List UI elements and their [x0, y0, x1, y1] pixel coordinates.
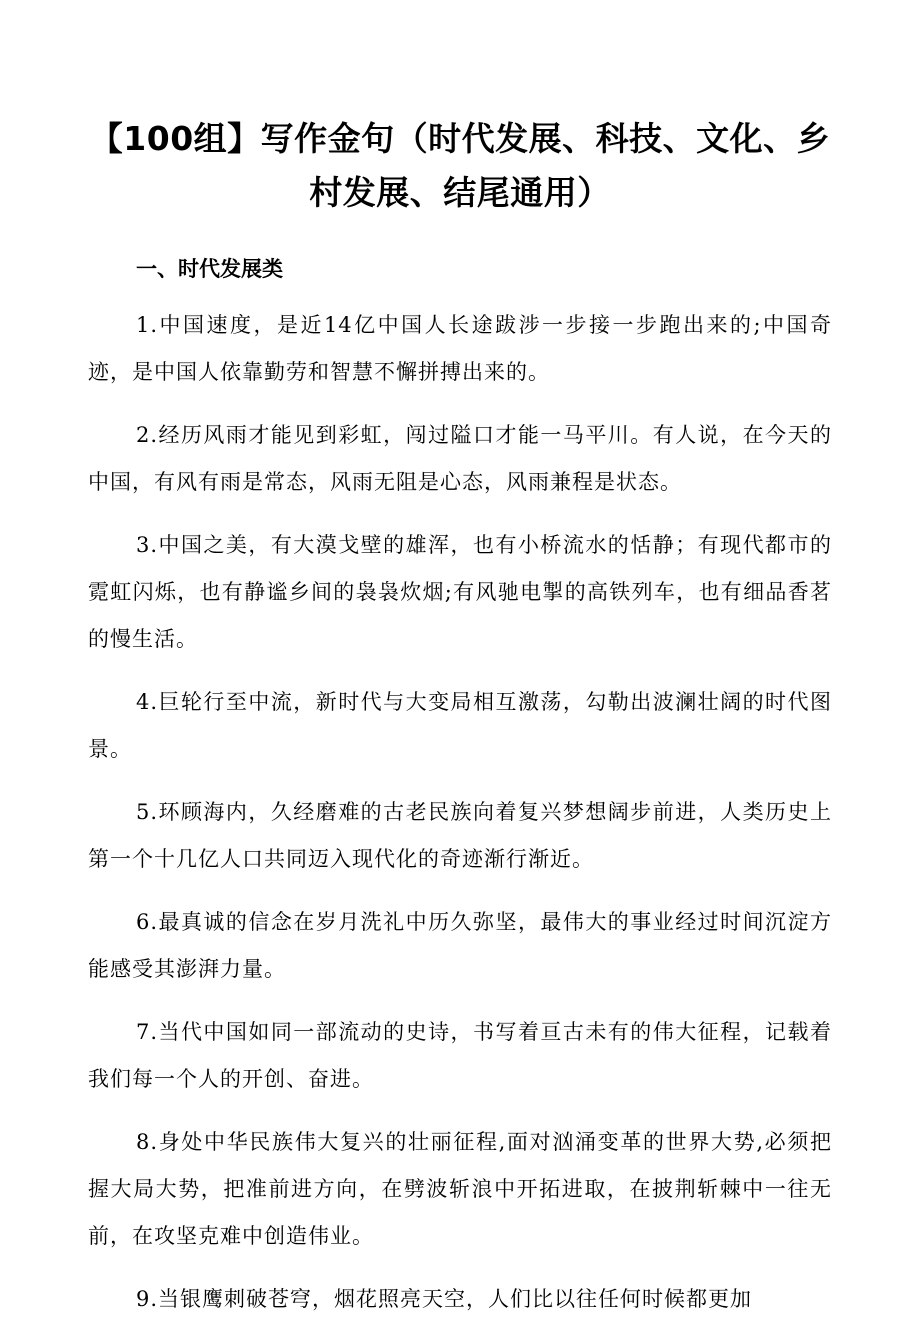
- section-heading: 一、时代发展类: [136, 257, 283, 281]
- paragraph-1: 1.中国速度，是近14亿中国人长途跋涉一步接一步跑出来的;中国奇迹，是中国人依靠勤劳和智慧不懈拼搏出来的。: [88, 313, 832, 384]
- paragraph-7: 7.当代中国如同一部流动的史诗，书写着亘古未有的伟大征程，记载着我们每一个人的开创、奋进。: [88, 1020, 832, 1091]
- paragraph-2: 2.经历风雨才能见到彩虹，闯过隘口才能一马平川。有人说，在今天的中国，有风有雨是常态，风雨无阻是心态，风雨兼程是状态。: [88, 423, 832, 494]
- paragraph-3: 3.中国之美，有大漠戈壁的雄浑，也有小桥流水的恬静；有现代都市的霓虹闪烁，也有静谧乡间的袅袅炊烟;有风驰电掣的高铁列车，也有细品香茗的慢生活。: [88, 533, 832, 651]
- paragraph-4: 4.巨轮行至中流，新时代与大变局相互激荡，勾勒出波澜壮阔的时代图景。: [88, 690, 832, 761]
- paragraph-5: 5.环顾海内，久经磨难的古老民族向着复兴梦想阔步前进，人类历史上第一个十几亿人口共同迈入现代化的奇迹渐行渐近。: [88, 800, 832, 871]
- document-title: 【100组】写作金句（时代发展、科技、文化、乡村发展、结尾通用）: [89, 119, 831, 212]
- paragraph-6: 6.最真诚的信念在岁月洗礼中历久弥坚，最伟大的事业经过时间沉淀方能感受其澎湃力量。: [88, 910, 832, 981]
- paragraph-8: 8.身处中华民族伟大复兴的壮丽征程,面对汹涌变革的世界大势,必须把握大局大势，把准前进方向，在劈波斩浪中开拓进取，在披荆斩棘中一往无前，在攻坚克难中创造伟业。: [88, 1130, 832, 1248]
- paragraph-9: 9.当银鹰刺破苍穹，烟花照亮天空，人们比以往任何时候都更加: [136, 1287, 753, 1311]
